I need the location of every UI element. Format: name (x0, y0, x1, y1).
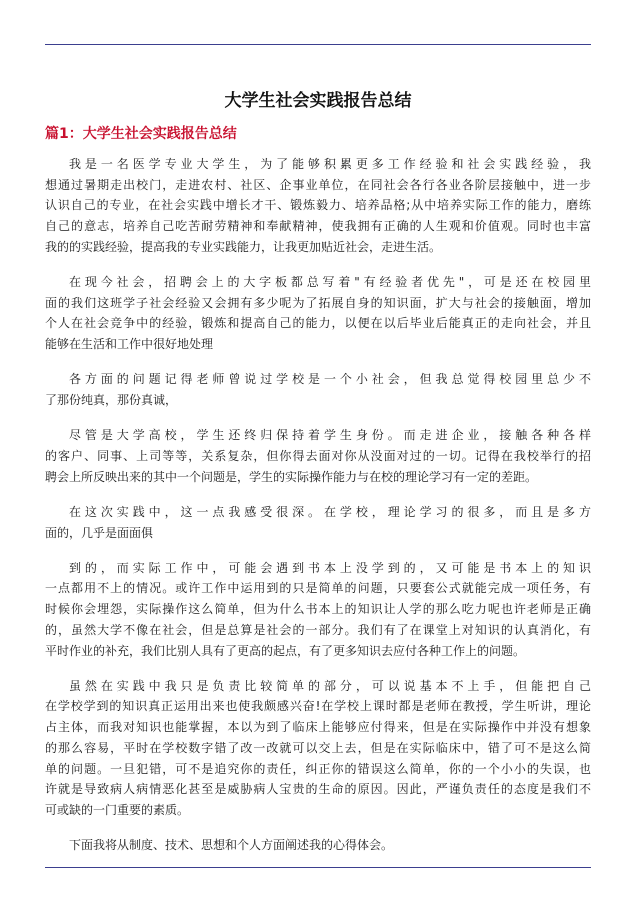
paragraph-line: 在学校学到的知识真正运用出来也使我颇感兴奋!在学校上课时都是老师在教授，学生听讲，理论 (45, 699, 591, 714)
paragraph-line: 可或缺的一门重要的素质。 (45, 802, 190, 817)
paragraph (45, 272, 591, 355)
paragraph (45, 154, 591, 258)
paragraph-line: 我的的实践经验，提高我的专业实践能力，让我更加贴近社会，走进生活。 (45, 239, 442, 254)
paragraph (45, 502, 591, 543)
paragraph-line: 许就是导致病人病情恶化甚至是威胁病人宝贵的生命的原因。因此，严谨负责任的态度是我们不 (45, 782, 591, 797)
paragraph-line: 了那份纯真，那份真诚， (45, 393, 178, 408)
paragraph-line: 我是一名医学专业大学生，为了能够积累更多工作经验和社会实践经验，我 (69, 157, 591, 171)
paragraph (45, 835, 591, 856)
paragraph-line: 在这次实践中，这一点我感受很深。在学校，理论学习的很多，而且是多方 (69, 504, 591, 519)
paragraph-line: 尽管是大学高校，学生还终归保持着学生身份。而走进企业，接触各种各样 (69, 428, 591, 443)
paragraph-line: 个人在社会竞争中的经验，锻炼和提高自己的能力，以便在以后毕业后能真正的走向社会，并且 (45, 316, 591, 331)
paragraph-line: 聘会上所反映出来的其中一个问题是，学生的实际操作能力与在校的理论学习有一定的差距。 (45, 469, 538, 484)
document-body (45, 154, 591, 870)
paragraph-line: 到的，而实际工作中，可能会遇到书本上没学到的，又可能是书本上的知识 (69, 560, 591, 575)
paragraph-line: 自己的意志，培养自己吃苦耐劳精神和奉献精神，使我拥有正确的人生观和价值观。同时也丰富 (45, 219, 591, 234)
paragraph-line: 面的，几乎是面面俱 (45, 525, 154, 540)
paragraph-line: 想通过暑期走出校门，走进农村、社区、企事业单位，在同社会各行各业各阶层接触中，进一步 (45, 177, 591, 192)
paragraph-line: 一点都用不上的情况。或许工作中运用到的只是简单的问题，只要套公式就能完成一项任务，有 (45, 581, 591, 596)
paragraph (45, 425, 591, 487)
paragraph (45, 676, 591, 821)
paragraph-line: 能够在生活和工作中很好地处理 (45, 337, 214, 352)
paragraph-line: 时候你会埋怨，实际操作这么简单，但为什么书本上的知识让人学的那么吃力呢也许老师是正确 (45, 602, 591, 617)
paragraph (45, 369, 591, 410)
paragraph-line: 平时作业的补充，我们比别人具有了更高的起点，有了更多知识去应付各种工作上的问题。 (45, 643, 526, 658)
paragraph-line: 虽然在实践中我只是负责比较简单的部分，可以说基本不上手，但能把自己 (69, 678, 591, 693)
paragraph-line: 在现今社会，招聘会上的大字板都总写着"有经验者优先"，可是还在校园里 (69, 275, 591, 290)
paragraph-line: 的客户、同事、上司等等，关系复杂，但你得去面对你从没面对过的一切。记得在我校举行的招 (45, 448, 591, 463)
paragraph-line: 各方面的问题记得老师曾说过学校是一个小社会，但我总觉得校园里总少不 (69, 372, 591, 387)
paragraph-line: 占主体，而我对知识也能掌握，本以为到了临床上能够应付得来，但是在实际操作中并没有想象 (45, 720, 591, 735)
page-title: 大学生社会实践报告总结 (224, 91, 412, 111)
paragraph-line: 单的问题。一旦犯错，可不是追究你的责任，纠正你的错误这么简单，你的一个小小的失误，也 (45, 761, 591, 776)
paragraph-line: 的，虽然大学不像在社会，但是总算是社会的一部分。我们有了在课堂上对知识的认真消化，有 (45, 622, 591, 637)
bottom-rule (45, 867, 591, 868)
paragraph (45, 558, 591, 662)
paragraph-line: 的那么容易，平时在学校数字错了改一改就可以交上去，但是在实际临床中，错了可不是这么简 (45, 740, 591, 755)
paragraph-line: 面的我们这班学子社会经验又会拥有多少呢为了拓展自身的知识面，扩大与社会的接触面，增加 (45, 295, 591, 310)
paragraph-line: 认识自己的专业，在社会实践中增长才干、锻炼毅力、培养品格;从中培养实际工作的能力，磨练 (45, 198, 591, 213)
top-rule (45, 44, 591, 45)
section-heading: 篇1：大学生社会实践报告总结 (45, 126, 237, 142)
paragraph-line: 下面我将从制度、技术、思想和个人方面阐述我的心得体会。 (69, 838, 394, 853)
